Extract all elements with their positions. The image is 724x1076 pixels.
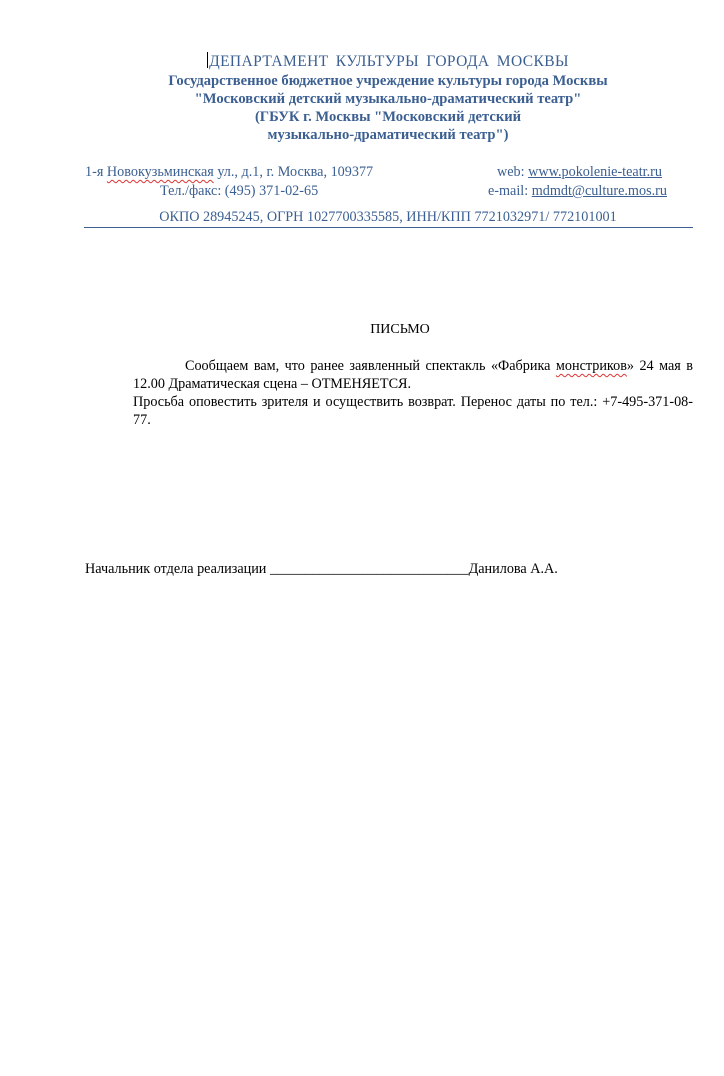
address: 1-я Новокузьминская ул., д.1, г. Москва, 109377 bbox=[85, 164, 374, 180]
letter-paragraph-1: Сообщаем вам, что ранее заявленный спектакль «Фабрика монстриков» 24 мая в 12.00 Драматическая сцена – ОТМЕНЯЕТСЯ. bbox=[133, 358, 693, 392]
letter-paragraph-2: Просьба оповестить зрителя и осуществить возврат. Перенос даты по тел.: +7-495-371-08-77. bbox=[133, 394, 693, 428]
address-street: Новокузьминская bbox=[106, 164, 214, 180]
org-line-2: "Московский детский музыкально-драматический театр" bbox=[194, 91, 582, 107]
org-line-4: музыкально-драматический театр") bbox=[267, 127, 509, 143]
signature-blank: ____________________________ bbox=[269, 561, 469, 577]
signature-line bbox=[85, 561, 558, 578]
website-link[interactable]: www.pokolenie-teatr.ru bbox=[528, 164, 662, 180]
letter-title: ПИСЬМО bbox=[370, 322, 430, 337]
email: e-mail: mdmdt@culture.mos.ru bbox=[488, 183, 667, 199]
email-link[interactable]: mdmdt@culture.mos.ru bbox=[531, 183, 667, 199]
header-divider bbox=[84, 227, 693, 228]
department-name: ДЕПАРТАМЕНТ КУЛЬТУРЫ ГОРОДА МОСКВЫ bbox=[209, 53, 569, 70]
signer-position: Начальник отдела реализации bbox=[85, 561, 270, 577]
text-cursor bbox=[207, 52, 208, 68]
phone-fax: Тел./факс: (495) 371-02-65 bbox=[160, 183, 319, 199]
letter-body bbox=[133, 357, 693, 429]
org-line-3: (ГБУК г. Москвы "Московский детский bbox=[254, 109, 522, 125]
signer-name: Данилова А.А. bbox=[468, 561, 558, 577]
registration-codes: ОКПО 28945245, ОГРН 1027700335585, ИНН/КПП 7721032971/ 772101001 bbox=[159, 209, 617, 225]
misspelled-word: монстриков bbox=[555, 358, 627, 374]
org-line-1: Государственное бюджетное учреждение культуры города Москвы bbox=[168, 73, 608, 89]
website: web: www.pokolenie-teatr.ru bbox=[497, 164, 662, 180]
